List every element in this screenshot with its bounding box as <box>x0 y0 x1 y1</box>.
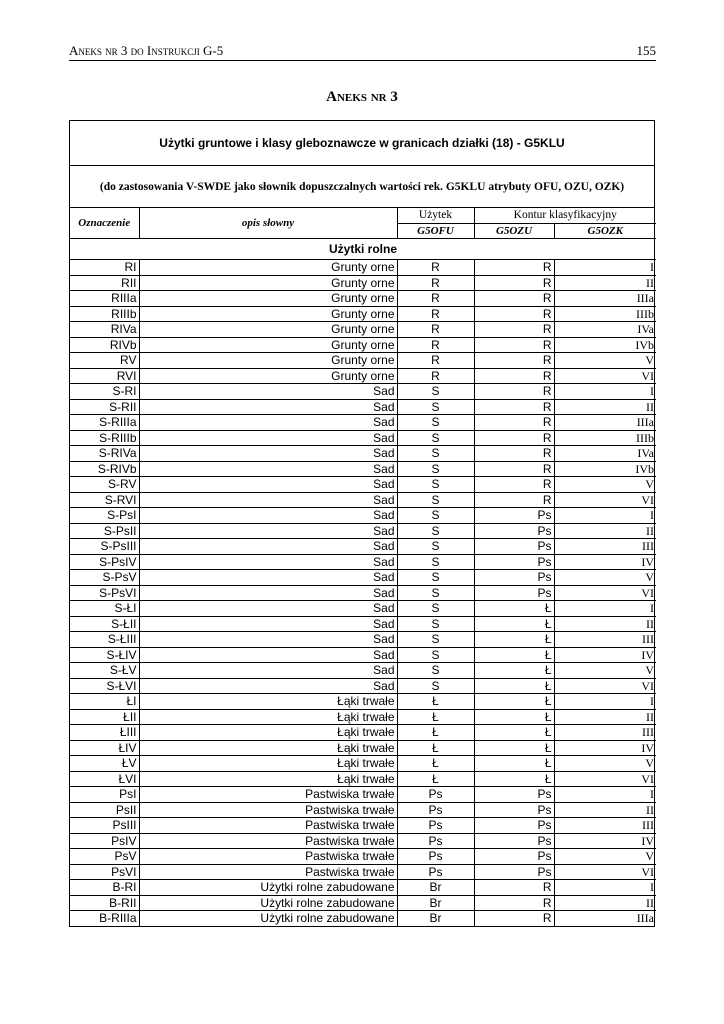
cell-g5ozk: IIIa <box>554 291 656 307</box>
cell-g5ozu: R <box>474 477 554 493</box>
cell-opis: Łąki trwałe <box>139 709 397 725</box>
cell-oznaczenie: ŁV <box>70 756 139 772</box>
cell-g5ozk: IIIa <box>554 415 656 431</box>
cell-opis: Grunty orne <box>139 353 397 369</box>
cell-g5ozk: IVb <box>554 337 656 353</box>
cell-g5ozu: Ł <box>474 771 554 787</box>
cell-g5ozk: II <box>554 275 656 291</box>
cell-g5ofu: R <box>397 368 474 384</box>
cell-g5ofu: Br <box>397 880 474 896</box>
table-row <box>70 337 656 353</box>
cell-oznaczenie: RIVa <box>70 322 139 338</box>
cell-g5ozu: Ps <box>474 833 554 849</box>
cell-g5ozu: Ps <box>474 523 554 539</box>
classification-table <box>70 208 656 926</box>
cell-g5ofu: Ł <box>397 725 474 741</box>
cell-g5ozu: Ł <box>474 740 554 756</box>
annex-title: Aneks nr 3 <box>326 89 398 105</box>
cell-oznaczenie: RVI <box>70 368 139 384</box>
cell-opis: Grunty orne <box>139 275 397 291</box>
cell-oznaczenie: S-ŁV <box>70 663 139 679</box>
cell-oznaczenie: S-RIVb <box>70 461 139 477</box>
cell-oznaczenie: S-ŁII <box>70 616 139 632</box>
cell-opis: Grunty orne <box>139 368 397 384</box>
table-row <box>70 508 656 524</box>
cell-oznaczenie: S-RV <box>70 477 139 493</box>
cell-g5ozu: Ł <box>474 756 554 772</box>
table-row <box>70 725 656 741</box>
cell-g5ozk: IV <box>554 554 656 570</box>
cell-opis: Sad <box>139 415 397 431</box>
cell-g5ozk: VI <box>554 771 656 787</box>
cell-opis: Grunty orne <box>139 306 397 322</box>
cell-g5ozk: IIIb <box>554 306 656 322</box>
cell-opis: Łąki trwałe <box>139 756 397 772</box>
cell-g5ozu: R <box>474 384 554 400</box>
cell-g5ozk: III <box>554 632 656 648</box>
cell-oznaczenie: S-PsV <box>70 570 139 586</box>
table-row <box>70 895 656 911</box>
cell-g5ozu: Ps <box>474 585 554 601</box>
cell-g5ozk: I <box>554 384 656 400</box>
cell-g5ozk: II <box>554 523 656 539</box>
cell-oznaczenie: S-PsI <box>70 508 139 524</box>
cell-g5ozu: R <box>474 306 554 322</box>
table-header-row-1 <box>70 208 656 223</box>
table-row <box>70 492 656 508</box>
cell-g5ofu: S <box>397 632 474 648</box>
table-row <box>70 709 656 725</box>
cell-g5ozk: I <box>554 880 656 896</box>
cell-oznaczenie: S-PsII <box>70 523 139 539</box>
cell-g5ozu: R <box>474 275 554 291</box>
cell-g5ozu: Ł <box>474 632 554 648</box>
cell-oznaczenie: ŁII <box>70 709 139 725</box>
cell-oznaczenie: ŁIV <box>70 740 139 756</box>
cell-g5ozu: R <box>474 895 554 911</box>
cell-g5ofu: Ł <box>397 756 474 772</box>
cell-g5ofu: S <box>397 446 474 462</box>
cell-g5ozu: R <box>474 322 554 338</box>
cell-g5ozk: II <box>554 616 656 632</box>
cell-oznaczenie: S-ŁI <box>70 601 139 617</box>
cell-g5ozk: I <box>554 508 656 524</box>
cell-oznaczenie: S-ŁIV <box>70 647 139 663</box>
classification-box <box>69 120 655 927</box>
cell-g5ofu: Br <box>397 911 474 926</box>
cell-oznaczenie: S-RII <box>70 399 139 415</box>
cell-g5ofu: Br <box>397 895 474 911</box>
cell-g5ofu: Ps <box>397 787 474 803</box>
cell-opis: Sad <box>139 585 397 601</box>
cell-oznaczenie: RIIIb <box>70 306 139 322</box>
cell-opis: Pastwiska trwałe <box>139 833 397 849</box>
cell-g5ozu: R <box>474 880 554 896</box>
cell-opis: Łąki trwałe <box>139 694 397 710</box>
cell-g5ozu: R <box>474 492 554 508</box>
cell-g5ofu: S <box>397 539 474 555</box>
cell-g5ofu: S <box>397 508 474 524</box>
cell-g5ofu: S <box>397 461 474 477</box>
cell-g5ozu: Ps <box>474 818 554 834</box>
cell-oznaczenie: RII <box>70 275 139 291</box>
column-header-g5ozk: G5OZK <box>554 223 656 239</box>
cell-g5ozu: Ps <box>474 554 554 570</box>
cell-opis: Grunty orne <box>139 291 397 307</box>
cell-g5ofu: R <box>397 260 474 276</box>
cell-g5ozu: R <box>474 291 554 307</box>
cell-g5ofu: S <box>397 678 474 694</box>
cell-g5ozk: II <box>554 895 656 911</box>
cell-g5ofu: S <box>397 647 474 663</box>
table-row <box>70 322 656 338</box>
cell-g5ofu: R <box>397 322 474 338</box>
cell-g5ofu: S <box>397 415 474 431</box>
cell-opis: Użytki rolne zabudowane <box>139 911 397 926</box>
cell-opis: Sad <box>139 399 397 415</box>
cell-oznaczenie: ŁIII <box>70 725 139 741</box>
cell-g5ofu: S <box>397 601 474 617</box>
section-title: Użytki rolne <box>70 239 656 260</box>
cell-opis: Łąki trwałe <box>139 725 397 741</box>
cell-g5ofu: Ł <box>397 771 474 787</box>
cell-g5ozu: R <box>474 415 554 431</box>
cell-g5ozk: I <box>554 694 656 710</box>
table-row <box>70 632 656 648</box>
cell-opis: Pastwiska trwałe <box>139 818 397 834</box>
table-row <box>70 678 656 694</box>
cell-opis: Sad <box>139 384 397 400</box>
table-row <box>70 260 656 276</box>
cell-opis: Sad <box>139 477 397 493</box>
cell-opis: Grunty orne <box>139 260 397 276</box>
cell-opis: Pastwiska trwałe <box>139 849 397 865</box>
column-header-oznaczenie: Oznaczenie <box>70 208 139 239</box>
group-header-kontur: Kontur klasyfikacyjny <box>474 208 656 223</box>
cell-g5ozk: II <box>554 399 656 415</box>
cell-oznaczenie: RI <box>70 260 139 276</box>
cell-g5ozu: Ps <box>474 849 554 865</box>
table-row <box>70 601 656 617</box>
cell-g5ozk: I <box>554 601 656 617</box>
cell-g5ozk: IV <box>554 740 656 756</box>
cell-opis: Sad <box>139 446 397 462</box>
cell-g5ozk: IV <box>554 647 656 663</box>
cell-g5ozk: VI <box>554 492 656 508</box>
cell-g5ofu: R <box>397 275 474 291</box>
cell-opis: Sad <box>139 616 397 632</box>
table-row <box>70 399 656 415</box>
cell-g5ofu: Ps <box>397 833 474 849</box>
cell-g5ofu: S <box>397 585 474 601</box>
cell-g5ozk: III <box>554 725 656 741</box>
cell-oznaczenie: RV <box>70 353 139 369</box>
table-row <box>70 539 656 555</box>
cell-g5ozk: IIIa <box>554 911 656 926</box>
cell-g5ozu: Ł <box>474 601 554 617</box>
cell-g5ozu: R <box>474 353 554 369</box>
cell-g5ofu: Ps <box>397 864 474 880</box>
cell-g5ozk: I <box>554 787 656 803</box>
cell-oznaczenie: PsIII <box>70 818 139 834</box>
cell-g5ozk: III <box>554 818 656 834</box>
cell-g5ozk: V <box>554 353 656 369</box>
table-row <box>70 818 656 834</box>
cell-g5ofu: R <box>397 291 474 307</box>
cell-oznaczenie: B-RIIIa <box>70 911 139 926</box>
cell-g5ozk: II <box>554 709 656 725</box>
cell-oznaczenie: PsIV <box>70 833 139 849</box>
cell-g5ofu: Ps <box>397 818 474 834</box>
cell-oznaczenie: S-RI <box>70 384 139 400</box>
table-row <box>70 585 656 601</box>
cell-g5ozk: V <box>554 756 656 772</box>
cell-g5ofu: S <box>397 477 474 493</box>
cell-oznaczenie: S-PsIII <box>70 539 139 555</box>
cell-g5ozu: R <box>474 446 554 462</box>
cell-g5ofu: R <box>397 337 474 353</box>
cell-opis: Sad <box>139 492 397 508</box>
cell-opis: Sad <box>139 678 397 694</box>
cell-oznaczenie: ŁVI <box>70 771 139 787</box>
cell-oznaczenie: S-ŁVI <box>70 678 139 694</box>
group-header-uzytek: Użytek <box>397 208 474 223</box>
cell-g5ozu: R <box>474 911 554 926</box>
cell-opis: Pastwiska trwałe <box>139 864 397 880</box>
table-row <box>70 554 656 570</box>
table-row <box>70 368 656 384</box>
cell-g5ofu: S <box>397 616 474 632</box>
cell-g5ozu: Ł <box>474 725 554 741</box>
cell-opis: Grunty orne <box>139 322 397 338</box>
cell-g5ofu: Ł <box>397 694 474 710</box>
cell-g5ofu: S <box>397 384 474 400</box>
cell-g5ofu: S <box>397 523 474 539</box>
cell-oznaczenie: S-RVI <box>70 492 139 508</box>
cell-opis: Pastwiska trwałe <box>139 802 397 818</box>
cell-g5ofu: S <box>397 399 474 415</box>
cell-oznaczenie: S-ŁIII <box>70 632 139 648</box>
table-row <box>70 430 656 446</box>
cell-g5ozk: IVa <box>554 322 656 338</box>
cell-g5ofu: S <box>397 430 474 446</box>
table-row <box>70 523 656 539</box>
cell-opis: Użytki rolne zabudowane <box>139 895 397 911</box>
cell-g5ozu: Ps <box>474 802 554 818</box>
column-header-opis: opis słowny <box>139 208 397 239</box>
cell-g5ofu: R <box>397 353 474 369</box>
cell-g5ofu: Ł <box>397 709 474 725</box>
table-row <box>70 647 656 663</box>
page-number: 155 <box>636 43 656 58</box>
table-row <box>70 802 656 818</box>
section-row <box>70 239 656 260</box>
table-row <box>70 384 656 400</box>
cell-opis: Sad <box>139 570 397 586</box>
cell-opis: Sad <box>139 523 397 539</box>
cell-g5ozu: R <box>474 430 554 446</box>
cell-g5ozk: V <box>554 570 656 586</box>
table-row <box>70 306 656 322</box>
cell-g5ozu: Ps <box>474 539 554 555</box>
cell-oznaczenie: PsII <box>70 802 139 818</box>
cell-oznaczenie: RIIIa <box>70 291 139 307</box>
cell-g5ozu: Ł <box>474 709 554 725</box>
box-subtitle: (do zastosowania V-SWDE jako słownik dopuszczalnych wartości rek. G5KLU atrybuty OFU, OZU, OZK) <box>70 166 654 208</box>
cell-g5ozu: Ps <box>474 570 554 586</box>
cell-opis: Łąki trwałe <box>139 771 397 787</box>
cell-oznaczenie: S-PsVI <box>70 585 139 601</box>
table-row <box>70 663 656 679</box>
cell-opis: Sad <box>139 461 397 477</box>
table-row <box>70 833 656 849</box>
cell-g5ozu: Ps <box>474 787 554 803</box>
cell-g5ozu: Ł <box>474 663 554 679</box>
cell-g5ozk: VI <box>554 585 656 601</box>
cell-g5ozk: V <box>554 849 656 865</box>
cell-oznaczenie: S-PsIV <box>70 554 139 570</box>
cell-opis: Sad <box>139 554 397 570</box>
cell-g5ozu: R <box>474 461 554 477</box>
cell-g5ozk: VI <box>554 678 656 694</box>
table-row <box>70 570 656 586</box>
cell-opis: Sad <box>139 647 397 663</box>
table-row <box>70 446 656 462</box>
cell-oznaczenie: S-RIIIa <box>70 415 139 431</box>
cell-g5ozk: VI <box>554 864 656 880</box>
header-title: Aneks nr 3 do Instrukcji G-5 <box>69 43 224 58</box>
box-title: Użytki gruntowe i klasy gleboznawcze w granicach działki (18) - G5KLU <box>70 121 654 166</box>
cell-oznaczenie: RIVb <box>70 337 139 353</box>
table-row <box>70 864 656 880</box>
cell-g5ozk: IV <box>554 833 656 849</box>
page-header <box>69 40 656 61</box>
table-row <box>70 616 656 632</box>
cell-g5ozk: V <box>554 663 656 679</box>
cell-g5ozu: Ł <box>474 647 554 663</box>
table-row <box>70 275 656 291</box>
cell-g5ozu: R <box>474 260 554 276</box>
cell-opis: Łąki trwałe <box>139 740 397 756</box>
cell-opis: Pastwiska trwałe <box>139 787 397 803</box>
cell-g5ozu: Ł <box>474 678 554 694</box>
cell-oznaczenie: S-RIIIb <box>70 430 139 446</box>
cell-opis: Sad <box>139 601 397 617</box>
cell-g5ozu: Ł <box>474 616 554 632</box>
cell-opis: Sad <box>139 508 397 524</box>
cell-g5ozu: R <box>474 337 554 353</box>
cell-oznaczenie: PsI <box>70 787 139 803</box>
cell-g5ozu: Ł <box>474 694 554 710</box>
cell-oznaczenie: S-RIVa <box>70 446 139 462</box>
cell-g5ozk: IVa <box>554 446 656 462</box>
cell-g5ozu: R <box>474 368 554 384</box>
table-row <box>70 740 656 756</box>
table-row <box>70 771 656 787</box>
cell-opis: Sad <box>139 430 397 446</box>
cell-g5ofu: Ł <box>397 740 474 756</box>
cell-oznaczenie: B-RII <box>70 895 139 911</box>
table-row <box>70 415 656 431</box>
cell-g5ofu: R <box>397 306 474 322</box>
cell-oznaczenie: ŁI <box>70 694 139 710</box>
cell-g5ofu: S <box>397 663 474 679</box>
cell-g5ozk: I <box>554 260 656 276</box>
cell-g5ozu: R <box>474 399 554 415</box>
table-row <box>70 353 656 369</box>
cell-g5ofu: S <box>397 554 474 570</box>
cell-opis: Użytki rolne zabudowane <box>139 880 397 896</box>
table-row <box>70 477 656 493</box>
cell-opis: Grunty orne <box>139 337 397 353</box>
cell-opis: Sad <box>139 539 397 555</box>
table-row <box>70 880 656 896</box>
cell-oznaczenie: PsV <box>70 849 139 865</box>
cell-oznaczenie: PsVI <box>70 864 139 880</box>
cell-g5ozk: II <box>554 802 656 818</box>
table-row <box>70 911 656 926</box>
cell-g5ozu: Ps <box>474 508 554 524</box>
cell-g5ofu: Ps <box>397 802 474 818</box>
cell-oznaczenie: B-RI <box>70 880 139 896</box>
cell-g5ozk: IVb <box>554 461 656 477</box>
table-row <box>70 694 656 710</box>
cell-g5ozk: III <box>554 539 656 555</box>
column-header-g5ozu: G5OZU <box>474 223 554 239</box>
cell-opis: Sad <box>139 632 397 648</box>
cell-g5ofu: S <box>397 492 474 508</box>
cell-g5ofu: S <box>397 570 474 586</box>
table-row <box>70 461 656 477</box>
cell-g5ozk: VI <box>554 368 656 384</box>
cell-g5ozu: Ps <box>474 864 554 880</box>
cell-g5ofu: Ps <box>397 849 474 865</box>
table-row <box>70 787 656 803</box>
column-header-g5ofu: G5OFU <box>397 223 474 239</box>
cell-g5ozk: V <box>554 477 656 493</box>
cell-opis: Sad <box>139 663 397 679</box>
table-row <box>70 291 656 307</box>
table-row <box>70 849 656 865</box>
cell-g5ozk: IIIb <box>554 430 656 446</box>
table-row <box>70 756 656 772</box>
